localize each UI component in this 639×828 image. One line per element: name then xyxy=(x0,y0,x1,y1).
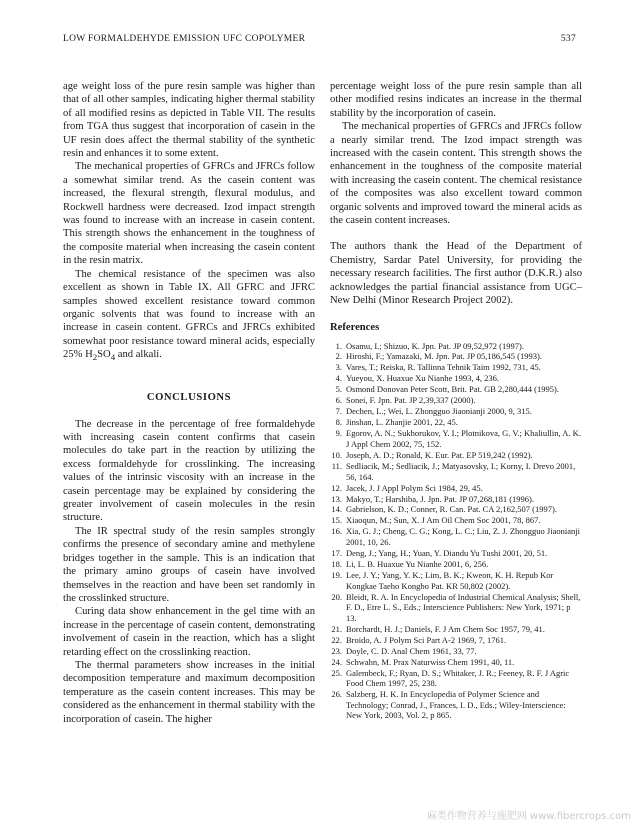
reference-text: Yueyou, X. Huaxue Xu Nianhe 1993, 4, 236. xyxy=(346,373,499,384)
reference-item xyxy=(330,362,582,373)
reference-number: 1. xyxy=(335,340,342,351)
running-title: LOW FORMALDEHYDE EMISSION UFC COPOLYMER xyxy=(63,34,306,44)
reference-number: 7. xyxy=(335,406,342,417)
reference-text: Hiroshi, F.; Yamazaki, M. Jpn. Pat. JP 05,186,545 (1993). xyxy=(346,351,542,362)
reference-text: Bleidt, R. A. In Encyclopedia of Industrial Chemical Analysis; Shell, F. D., Etre L. S., Eds.; Interscience Publishers: New York, 1971; p 13. xyxy=(346,591,581,623)
chem-text-so: SO xyxy=(97,349,111,361)
reference-text: Borchardt, H. J.; Daniels, F. J Am Chem Soc 1957, 79, 41. xyxy=(346,623,545,634)
reference-number: 24. xyxy=(331,656,342,667)
reference-text: Osmond Donovan Peter Scott, Brit. Pat. GB 2,280,444 (1995). xyxy=(346,384,559,395)
reference-item xyxy=(330,494,582,505)
reference-text: Egorov, A. N.; Sukhorukov, Y. I.; Plotnikova, G. V.; Khaliullin, A. K. J Appl Chem 2002, 75, 152. xyxy=(346,428,581,449)
reference-number: 22. xyxy=(331,634,342,645)
reference-text: Schwahn, M. Prax Naturwiss Chem 1991, 40, 11. xyxy=(346,656,515,667)
paragraph-tga-continued: age weight loss of the pure resin sample was higher than that of all other samples, indicating higher thermal stability of all modified resins as depicted in Table VII. The results from TGA thus suggest that incorporation of casein in the UF resin does affect the thermal stability of the synthetic resin and enhances it to some extent. xyxy=(63,81,315,160)
reference-number: 21. xyxy=(331,623,342,634)
left-column xyxy=(63,80,315,726)
reference-number: 23. xyxy=(331,645,342,656)
paragraph-mechanical-summary: The mechanical properties of GFRCs and JFRCs follow a nearly similar trend. The Izod impact strength was increased with the casein content. This strength shows the enhancement in the toughness of the composite material with increasing the casein content. The chemical resistance of the composites was also excellent toward common organic solvents and improved toward the mineral acids as the casein content increases. xyxy=(330,121,582,227)
reference-text: Vares, T.; Reiska, R. Tallinna Tehnik Taim 1992, 731, 45. xyxy=(346,362,541,373)
reference-number: 17. xyxy=(331,548,342,559)
chem-subscript-4: 4 xyxy=(110,352,116,363)
reference-item xyxy=(330,559,582,570)
reference-item xyxy=(330,384,582,395)
reference-number: 4. xyxy=(335,373,342,384)
reference-number: 5. xyxy=(335,384,342,395)
reference-text: Lee, J. Y.; Yang, Y. K.; Lim, B. K.; Kweon, K. H. Repub Kor Kongkae Taeho Kongbo Pat. KR 50,802 (2002). xyxy=(346,570,554,591)
reference-item xyxy=(330,548,582,559)
reference-number: 12. xyxy=(331,482,342,493)
reference-number: 3. xyxy=(335,362,342,373)
reference-item xyxy=(330,450,582,461)
reference-number: 11. xyxy=(331,460,342,471)
page-number: 537 xyxy=(560,34,576,44)
chem-text-after: and alkali. xyxy=(115,349,162,361)
paragraph-weight-loss: percentage weight loss of the pure resin sample than all other modified resins indicates an increase in the thermal stability by the incorporation of casein. xyxy=(330,81,582,119)
reference-item xyxy=(330,624,582,635)
reference-number: 9. xyxy=(335,428,342,439)
reference-text: Li, L. B. Huaxue Yu Nianhe 2001, 6, 256. xyxy=(346,559,489,570)
reference-item xyxy=(330,351,582,362)
reference-number: 14. xyxy=(331,504,342,515)
reference-text: Makyo, T.; Harshiba, J. Jpn. Pat. JP 07,268,181 (1996). xyxy=(346,493,535,504)
reference-text: Salzberg, H. K. In Encyclopedia of Polymer Science and Technology; Conrad, J., Frances, I. D., Eds.; Wiley-Interscience: New York, 2003, Vol. 2, p 865. xyxy=(346,689,566,721)
reference-item xyxy=(330,689,582,721)
reference-text: Broido, A. J Polym Sci Part A-2 1969, 7, 1761. xyxy=(346,634,507,645)
reference-text: Gabrielson, K. D.; Conner, R. Can. Pat. CA 2,162,507 (1997). xyxy=(346,504,557,515)
conclusion-thermal: The thermal parameters show increases in the initial decomposition temperature and maximum decomposition temperature as the casein content increases. This may be considered as the enhancement in thermal stability with the incorporation of casein. The higher xyxy=(63,659,315,725)
reference-item xyxy=(330,526,582,547)
reference-number: 20. xyxy=(331,591,342,602)
watermark: 麻类作物营养与施肥网 www.fibercrops.com xyxy=(426,811,631,822)
reference-number: 6. xyxy=(335,395,342,406)
conclusions-heading: CONCLUSIONS xyxy=(146,391,232,403)
reference-text: Doyle, C. D. Anal Chem 1961, 33, 77. xyxy=(346,645,477,656)
reference-item xyxy=(330,461,582,482)
references-heading: References xyxy=(330,321,380,333)
reference-number: 26. xyxy=(331,689,342,700)
reference-text: Joseph, A. D.; Ronald, K. Eur. Pat. EP 519,242 (1992). xyxy=(346,449,533,460)
reference-text: Sedliacik, M.; Sedliacik, J.; Matyasovsky, I.; Korny, I. Drevo 2001, 56, 164. xyxy=(346,460,576,482)
conclusion-ir-spectral: The IR spectral study of the resin samples strongly confirms the presence of secondary amine and methylene bridges together in the sample. This is an indication that the primary amino groups of casein have involved themselves in the reaction and have been set randomly in the crosslinked structure. xyxy=(63,525,315,604)
reference-item xyxy=(330,570,582,591)
reference-item xyxy=(330,417,582,428)
reference-number: 19. xyxy=(331,570,342,580)
reference-text: Jinshan, L. Zhanjie 2001, 22, 45. xyxy=(346,417,458,428)
reference-number: 25. xyxy=(331,667,342,678)
reference-item xyxy=(330,635,582,646)
right-column xyxy=(330,80,582,721)
reference-item xyxy=(330,646,582,657)
conclusion-formaldehyde: The decrease in the percentage of free formaldehyde with increasing casein content confirms that casein molecules do take part in the reaction by utilizing the excess formaldehyde for crosslinking. The increasing values of the intrinsic viscosity with an increase in the casein percentage may be explained by considering the greater involvement of casein molecules in the resin structure. xyxy=(63,418,315,524)
paragraph-chemical-resistance xyxy=(63,268,315,365)
reference-item xyxy=(330,483,582,494)
reference-text: Jacek, J. J Appl Polym Sci 1984, 29, 45. xyxy=(346,482,483,493)
reference-text: Xiaoqun, M.; Sun, X. J Am Oil Chem Soc 2001, 78, 867. xyxy=(346,515,541,526)
reference-item xyxy=(330,504,582,515)
reference-text: Xia, G. J.; Cheng, C. G.; Kong, L. C.; Liu, Z. J. Zhongguo Jiaonianji 2001, 10, 26. xyxy=(346,526,580,548)
reference-text: Deng, J.; Yang, H.; Yuan, Y. Diandu Yu Tushi 2001, 20, 51. xyxy=(346,548,548,559)
reference-text: Sonei, F. Jpn. Pat. JP 2,39,337 (2000). xyxy=(346,395,476,406)
reference-text: Osamu, I.; Shizuo, K. Jpn. Pat. JP 09,52,972 (1997). xyxy=(346,340,524,351)
acknowledgment: The authors thank the Head of the Department of Chemistry, Sardar Patel University, for providing the necessary research facilities. The first author (D.K.R.) also acknowledges the partial financial assistance from UGC–New Delhi (Minor Research Project 2002). xyxy=(330,241,582,307)
chem-subscript-2: 2 xyxy=(92,352,98,363)
running-header xyxy=(63,34,576,48)
paragraph-mechanical-properties: The mechanical properties of GFRCs and JFRCs follow a somewhat similar trend. As the casein content was increased, the flexural strength, flexural modulus, and Rockwell hardness were decreased. Izod impact strength was found to increase with an increase in casein content. This strength shows the enhancement in the toughness of the composite material when increasing the casein content in the resin matrix. xyxy=(63,161,315,267)
reference-item xyxy=(330,592,582,624)
reference-item xyxy=(330,395,582,406)
conclusion-curing: Curing data show enhancement in the gel time with an increase in the percentage of casein content, demonstrating involvement of casein in the reaction, which has a slight retarding effect on the crosslinking reaction. xyxy=(63,606,315,658)
reference-item xyxy=(330,657,582,668)
reference-text: Galembeck, F.; Ryan, D. S.; Whitaker, J. R.; Feeney, R. F. J Agric Food Chem 1997, 25, 238. xyxy=(346,667,570,689)
reference-item xyxy=(330,373,582,384)
reference-text: Dechen, L.; Wei, L. Zhongguo Jiaonianji 2000, 9, 315. xyxy=(346,406,532,417)
reference-item xyxy=(330,668,582,689)
reference-item xyxy=(330,341,582,352)
reference-list xyxy=(330,341,582,722)
reference-number: 18. xyxy=(331,559,342,570)
reference-number: 10. xyxy=(331,449,342,460)
chem-text-before: The chemical resistance of the specimen was also excellent as shown in Table IX. All GFRC and JFRC samples showed excellent resistance toward common organic solvents that was found to increase with an increase in casein content. GFRCs and JFRCs exhibited somewhat poor resistance toward mineral acids, especially 25% H xyxy=(63,268,315,361)
reference-number: 15. xyxy=(331,515,342,526)
reference-number: 2. xyxy=(335,351,342,362)
reference-item xyxy=(330,515,582,526)
reference-item xyxy=(330,406,582,417)
reference-number: 8. xyxy=(335,417,342,428)
reference-number: 13. xyxy=(331,493,342,504)
reference-item xyxy=(330,428,582,449)
reference-number: 16. xyxy=(331,526,342,537)
